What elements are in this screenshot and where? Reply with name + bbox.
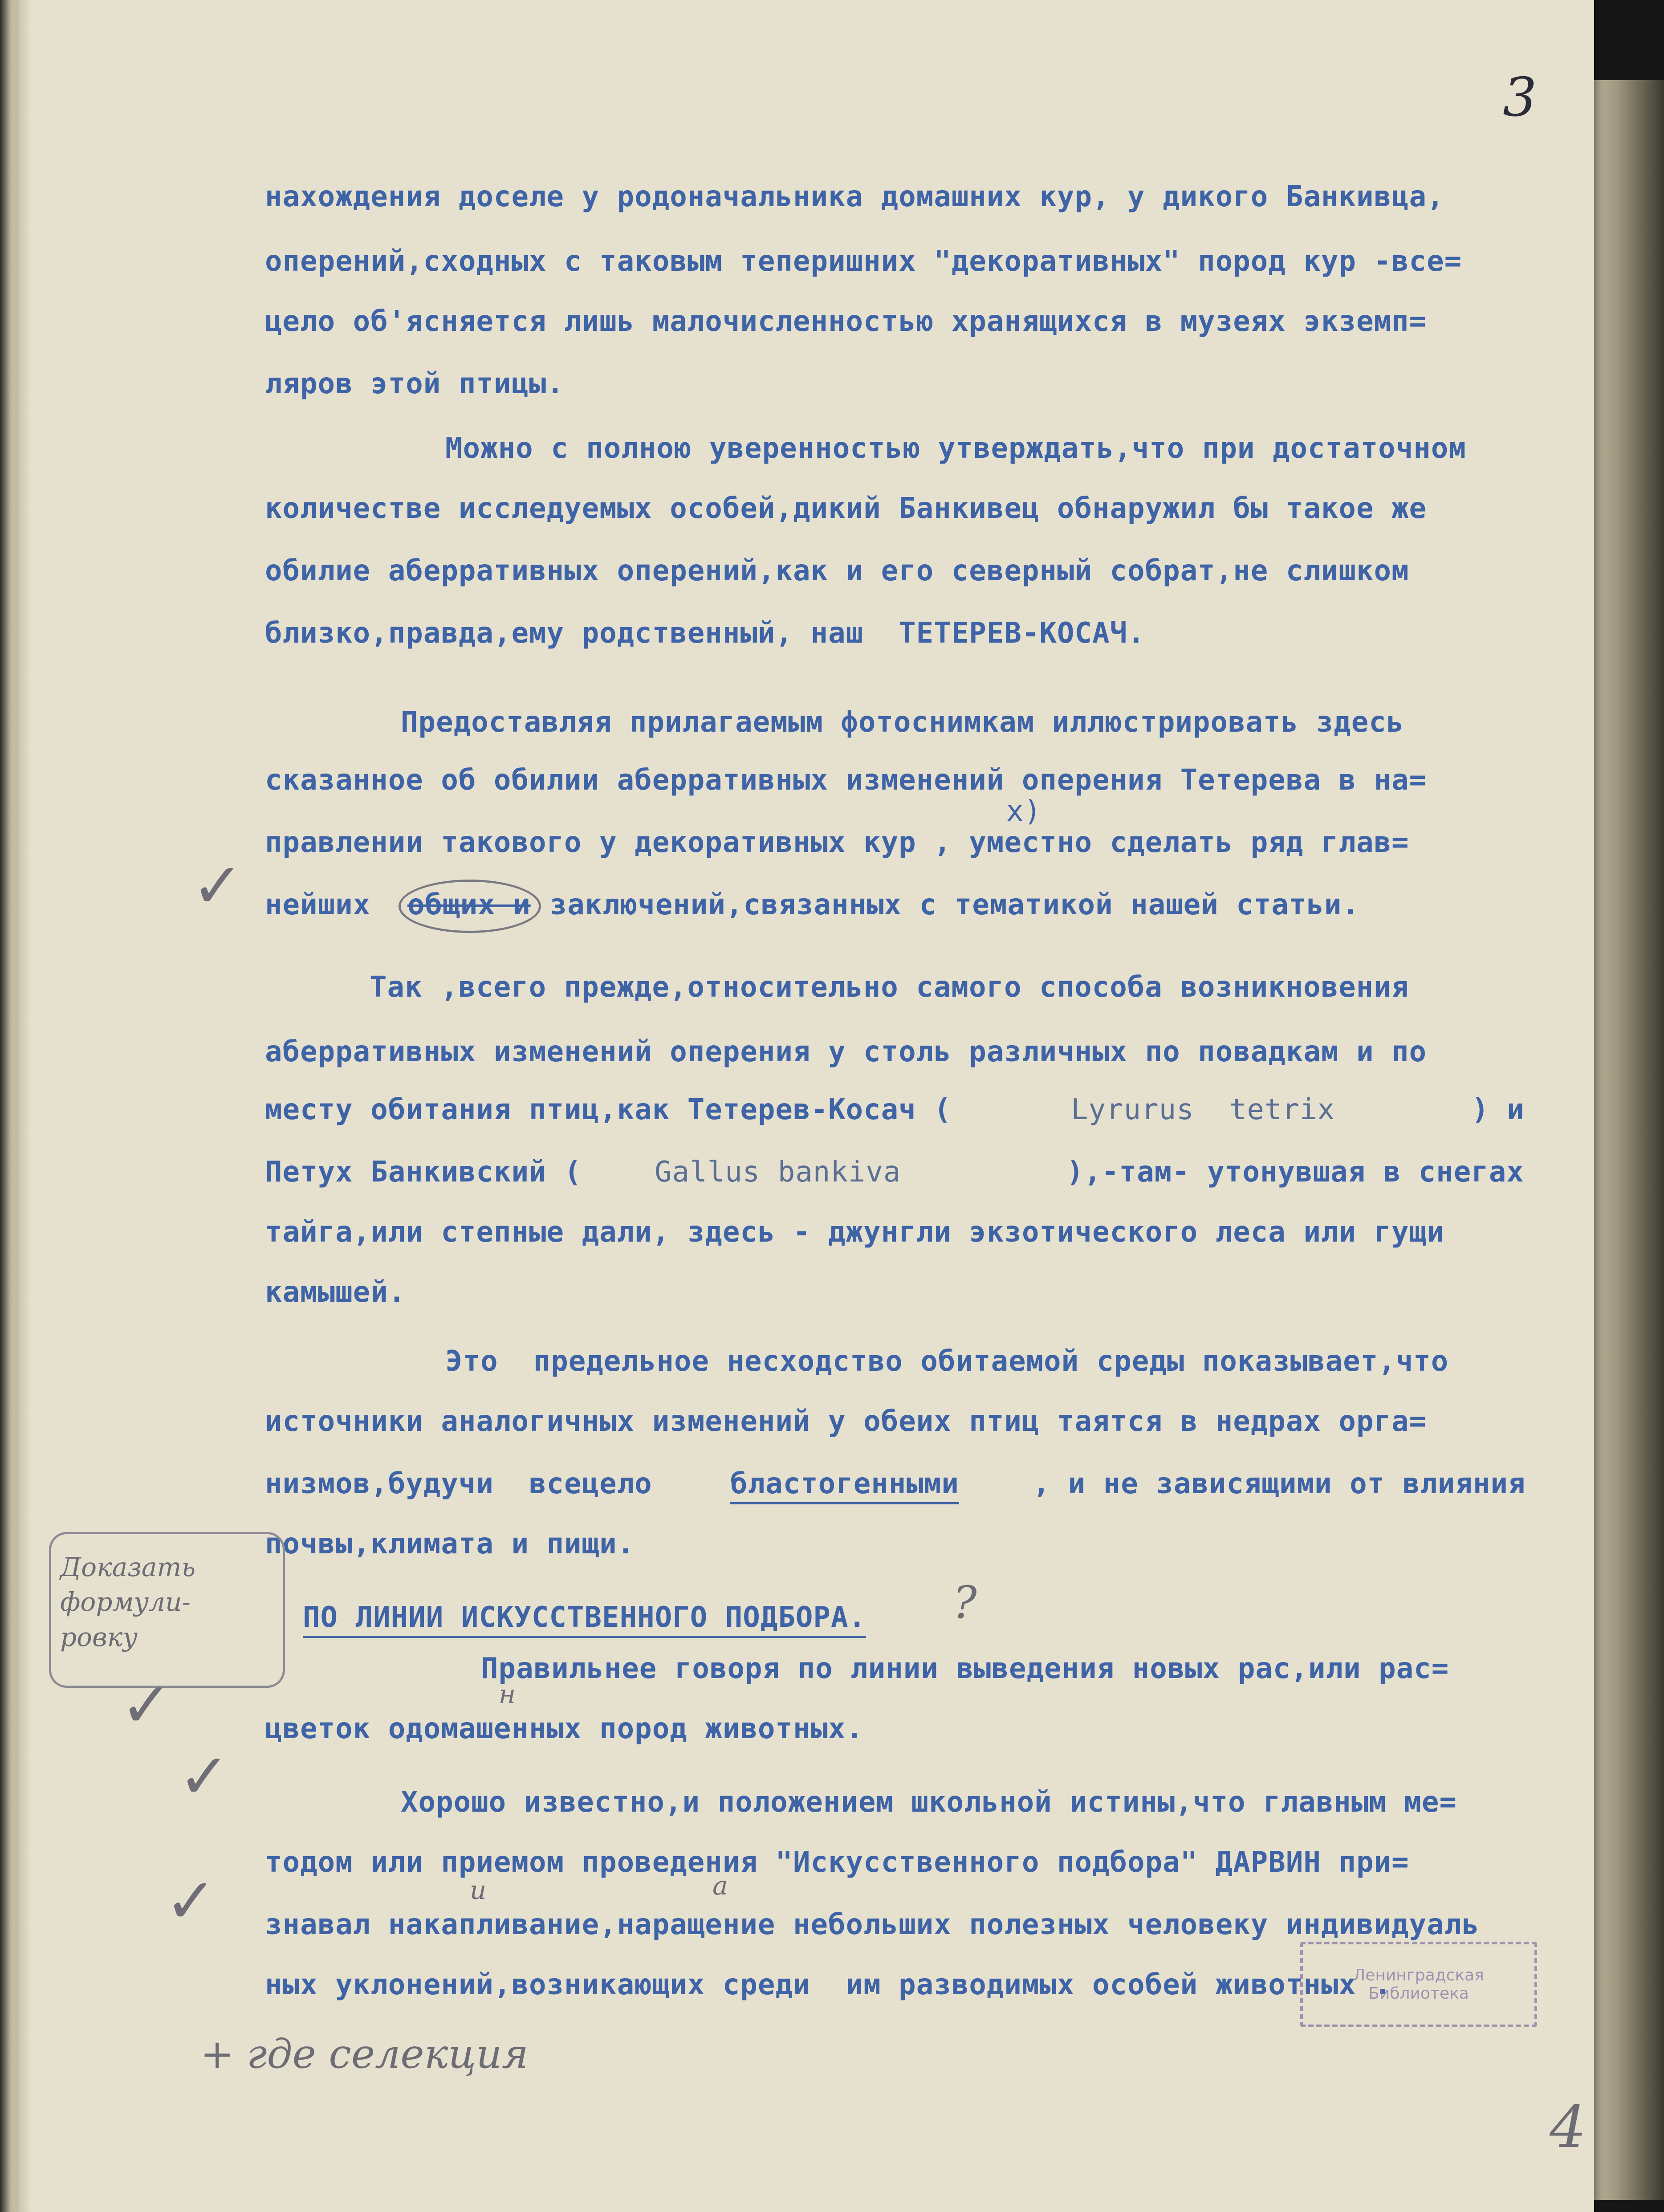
text-line-18: камышей. [265, 1276, 406, 1309]
underlined-term [730, 1467, 959, 1500]
text-line-11: правлении такового у декоративных кур , уместно сделать ряд глав= [265, 826, 1409, 859]
text-line-16-end: ),-там- утонувшая в снегах [1066, 1156, 1524, 1189]
page-number-top: 3 [1503, 67, 1537, 129]
text-line-7: обилие аберративных оперений,как и его северный собрат,не слишком [265, 554, 1409, 587]
text-line-15-end: ) и [1472, 1093, 1525, 1126]
text-line-14: аберративных изменений оперения у столь различных по повадкам и по [265, 1035, 1427, 1068]
text-line-25: Хорошо известно,и положением школьной истины,что главным ме= [401, 1786, 1457, 1819]
text-line-26: тодом или приемом проведения "Искусственного подбора" ДАРВИН при= [265, 1846, 1409, 1879]
checkmark-icon: ✓ [120, 1669, 173, 1742]
text-line-4: ляров этой птицы. [265, 367, 565, 400]
text-line-6: количестве исследуемых особей,дикий Банкивец обнаружил бы такое же [265, 492, 1427, 525]
text-line-13-start: Так [370, 971, 423, 1004]
document-page [18, 0, 1594, 2212]
text-line-15-start: месту обитания птиц,как Тетерев-Косач ( [265, 1093, 952, 1126]
pencil-circle [399, 880, 541, 933]
page-number-bottom: 4 [1550, 2093, 1587, 2161]
page-fold-shadow [18, 0, 31, 2212]
text-line-1: нахождения доселе у родоначальника домашних кур, у дикого Банкивца, [265, 180, 1444, 213]
text-line-19: Это предельное несходство обитаемой среды показывает,что [445, 1345, 1449, 1378]
bottom-pencil-note: + где селекция [200, 2031, 529, 2078]
text-line-12-start: нейших [265, 888, 371, 921]
footnote-marker: x) [1006, 795, 1042, 828]
text-line-13: ,всего прежде,относительно самого способа возникновения [441, 971, 1409, 1004]
text-line-5: Можно с полною уверенностью утверждать,что при достаточном [445, 432, 1466, 465]
text-line-9: Предоставляя прилагаемым фотоснимкам иллюстрировать здесь [401, 706, 1404, 739]
library-stamp [1300, 1942, 1537, 2027]
text-line-23: Правильнее говоря по линии выведения новых рас,или рас= [481, 1652, 1449, 1685]
section-heading [303, 1603, 866, 1632]
section-heading-text: ПО ЛИНИИ ИСКУССТВЕННОГО ПОДБОРА. [303, 1601, 866, 1638]
margin-note: Доказать формули- ровку [60, 1552, 196, 1652]
text-line-16-start: Петух Банкивский ( [265, 1156, 582, 1189]
pencil-correction-a: а [712, 1870, 728, 1901]
text-line-2: оперений,сходных с таковым теперишних "декоративных" пород кур -все= [265, 245, 1462, 278]
text-line-28: ных уклонений,возникающих среди им разводимых особей животных . [265, 1968, 1391, 2001]
text-line-24: цветок одомашенных пород животных. [265, 1712, 864, 1745]
pencil-correction-u: и [470, 1875, 487, 1905]
checkmark-icon: ✓ [165, 1865, 217, 1938]
pencil-question-mark: ? [953, 1577, 977, 1629]
struck-text: общих и [407, 888, 531, 921]
text-line-8: близко,правда,ему родственный, наш ТЕТЕРЕВ-КОСАЧ. [265, 617, 1145, 650]
text-line-12-end: заключений,связанных с тематикой нашей статьи. [532, 888, 1359, 921]
pencil-correction-n: н [499, 1679, 516, 1709]
text-line-17: тайга,или степные дали, здесь - джунгли экзотического леса или гущи [265, 1216, 1444, 1249]
text-line-21-start: низмов,будучи всецело [265, 1467, 652, 1500]
text-line-20: источники аналогичных изменений у обеих птиц таятся в недрах орга= [265, 1405, 1427, 1438]
text-line-22: почвы,климата и пищи. [265, 1528, 635, 1560]
checkmark-icon: ✓ [178, 1740, 231, 1813]
text-line-10: сказанное об обилии аберративных изменений оперения Тетерева в на= [265, 764, 1427, 797]
checkmark-icon: ✓ [191, 850, 244, 922]
stamp-line-1: Ленинградская [1353, 1966, 1484, 1984]
text-line-3: цело об'ясняется лишь малочисленностью хранящихся в музеях экземп= [265, 305, 1427, 338]
stamp-line-2: Библиотека [1368, 1984, 1469, 2003]
latin-name-lyrurus: Lyrurus tetrix [1071, 1093, 1335, 1126]
latin-name-gallus: Gallus bankiva [655, 1156, 901, 1189]
text-line-27: знавал накапливание,наращение небольших полезных человеку индивидуаль [265, 1908, 1480, 1941]
text-line-21-end: , и не зависящими от влияния [1015, 1467, 1526, 1500]
underlined-term-text: бластогенными [730, 1467, 959, 1504]
